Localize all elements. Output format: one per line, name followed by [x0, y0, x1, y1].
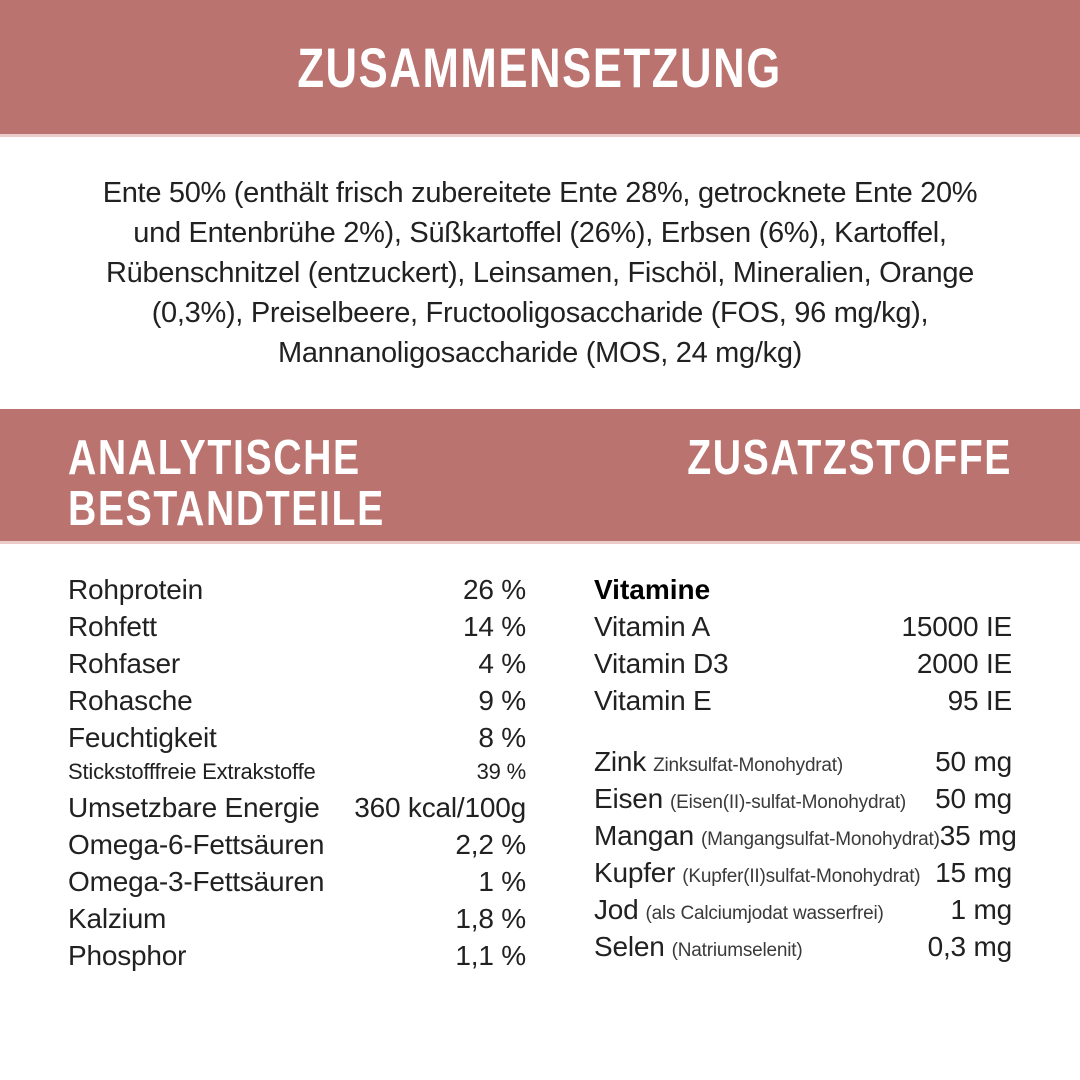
vitamin-value: 95 IE: [947, 685, 1012, 716]
analytical-value: 1,8 %: [455, 903, 526, 934]
mineral-label: [594, 931, 803, 963]
table-row: [594, 783, 1012, 820]
analytical-value: 26 %: [462, 574, 526, 605]
analytical-value: 14 %: [462, 611, 526, 642]
analytical-value: 4 %: [478, 648, 526, 679]
composition-line: Mannanoligosaccharide (MOS, 24 mg/kg): [277, 337, 803, 369]
mineral-name: Eisen: [594, 783, 664, 814]
mineral-note: (Eisen(II)-sulfat-Monohydrat): [670, 792, 907, 813]
analytical-label: Rohfaser: [68, 648, 181, 679]
table-row: [594, 648, 1012, 685]
table-row: [68, 903, 526, 940]
additives-heading-text: ZUSATZSTOFFE: [687, 431, 1012, 485]
mineral-value: 0,3 mg: [927, 931, 1012, 962]
table-row: [68, 829, 526, 866]
table-row: [68, 722, 526, 759]
table-row: [68, 940, 526, 977]
mineral-name: Jod: [594, 894, 639, 925]
analytical-label: Rohfett: [68, 611, 157, 642]
analytical-label: Omega-3-Fettsäuren: [68, 866, 325, 897]
table-row: [68, 685, 526, 722]
table-row: [68, 792, 526, 829]
table-row: [594, 857, 1012, 894]
additives-table: [594, 574, 1017, 977]
data-tables: [0, 544, 1080, 977]
composition-paragraph: [103, 173, 978, 373]
mineral-note: Zinksulfat-Monohydrat): [653, 755, 844, 776]
mineral-value: 50 mg: [935, 783, 1012, 814]
composition-title: ZUSAMMENSETZUNG: [297, 35, 783, 99]
table-row: [68, 611, 526, 648]
analytical-label: Stickstofffreie Extrakstoffe: [68, 759, 316, 784]
mineral-name: Zink: [594, 746, 647, 777]
analytical-heading-line1: ANALYTISCHE: [68, 431, 361, 485]
table-row: [68, 648, 526, 685]
mineral-label: [594, 894, 884, 926]
mineral-note: (als Calciumjodat wasserfrei): [645, 903, 884, 924]
table-row: [594, 931, 1012, 968]
analytical-label: Kalzium: [68, 903, 167, 934]
analytical-value: 8 %: [478, 722, 526, 753]
vitamin-value: 2000 IE: [916, 648, 1012, 679]
table-row: [594, 611, 1012, 648]
analytical-heading-text: [68, 433, 385, 535]
mineral-value: 35 mg: [939, 820, 1017, 851]
mineral-label: [594, 783, 906, 815]
mineral-value: 50 mg: [935, 746, 1012, 777]
analytical-label: Rohasche: [68, 685, 193, 716]
analytical-value: 1 %: [478, 866, 526, 897]
mineral-name: Selen: [594, 931, 665, 962]
analytical-value: 360 kcal/100g: [354, 792, 526, 823]
analytical-value: 39 %: [476, 759, 526, 784]
table-row: [594, 746, 1012, 783]
table-row: [594, 894, 1012, 931]
analytical-label: Rohprotein: [68, 574, 203, 605]
additives-heading: [606, 433, 1012, 484]
mineral-name: Kupfer: [594, 857, 676, 888]
composition-header-band: [0, 0, 1080, 137]
vitamin-label: Vitamin E: [594, 685, 712, 716]
analytical-heading: [68, 433, 464, 535]
table-row: [594, 820, 1017, 857]
vitamin-label: Vitamin A: [594, 611, 710, 642]
mineral-label: [594, 857, 920, 889]
vitamin-value: 15000 IE: [901, 611, 1012, 642]
sections-header-band: [0, 409, 1080, 544]
analytical-label: Phosphor: [68, 940, 187, 971]
vitamin-label: Vitamin D3: [594, 648, 729, 679]
table-row: [68, 866, 526, 903]
table-row: [594, 685, 1012, 722]
analytical-table: [68, 574, 526, 977]
mineral-note: (Kupfer(II)sulfat-Monohydrat): [682, 866, 921, 887]
vitamins-heading: Vitamine: [594, 574, 711, 605]
table-row: [68, 759, 526, 792]
mineral-label: [594, 820, 940, 852]
minerals-list: [594, 746, 1017, 968]
mineral-value: 15 mg: [935, 857, 1012, 888]
analytical-value: 2,2 %: [455, 829, 526, 860]
mineral-value: 1 mg: [950, 894, 1012, 925]
analytical-heading-line2: BESTANDTEILE: [68, 482, 385, 536]
mineral-note: (Natriumselenit): [671, 940, 803, 961]
analytical-value: 1,1 %: [455, 940, 526, 971]
mineral-name: Mangan: [594, 820, 694, 851]
composition-line: Rübenschnitzel (entzuckert), Leinsamen, Fischöl, Mineralien, Orange: [105, 257, 975, 289]
mineral-label: [594, 746, 843, 778]
mineral-note: (Mangangsulfat-Monohydrat): [701, 829, 940, 850]
analytical-label: Feuchtigkeit: [68, 722, 217, 753]
analytical-label: Omega-6-Fettsäuren: [68, 829, 325, 860]
composition-line: Ente 50% (enthält frisch zubereitete Ente 28%, getrocknete Ente 20%: [102, 177, 978, 209]
analytical-value: 9 %: [478, 685, 526, 716]
composition-line: und Entenbrühe 2%), Süßkartoffel (26%), Erbsen (6%), Kartoffel,: [133, 217, 947, 249]
composition-line: (0,3%), Preiselbeere, Fructooligosaccharide (FOS, 96 mg/kg),: [151, 297, 929, 329]
table-row: [68, 574, 526, 611]
composition-section: [0, 137, 1080, 409]
analytical-label: Umsetzbare Energie: [68, 792, 320, 823]
